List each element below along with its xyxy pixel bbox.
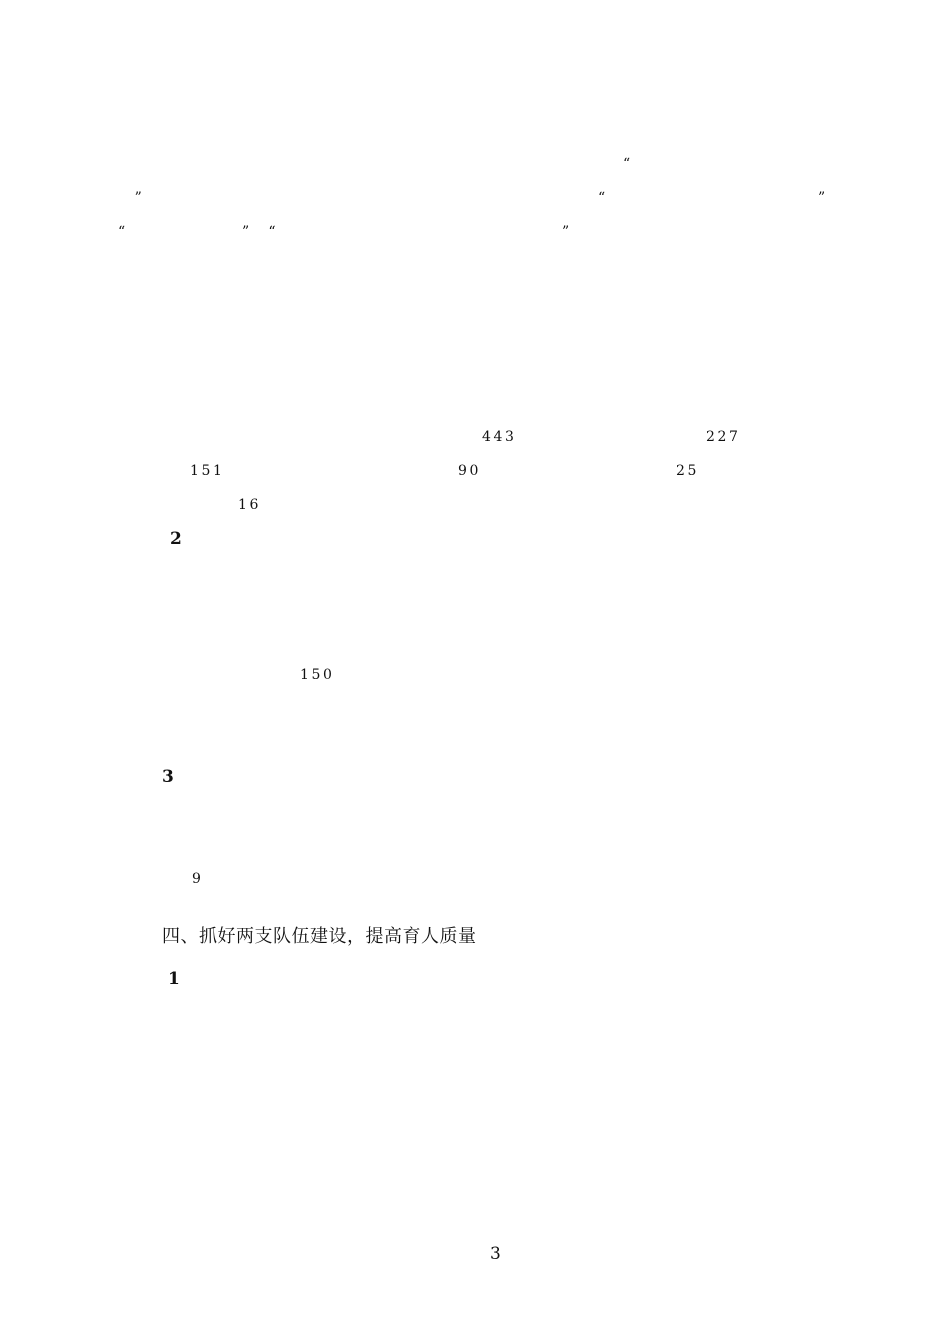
section-heading: 四、抓好两支队伍建设，提高育人质量 bbox=[162, 926, 477, 947]
text-line bbox=[118, 561, 858, 585]
text-line bbox=[118, 1001, 858, 1025]
text-segment bbox=[266, 1171, 615, 1195]
text-line bbox=[118, 357, 858, 381]
text-line bbox=[118, 901, 858, 925]
text-segment bbox=[118, 152, 516, 176]
text-segment: “ bbox=[598, 190, 724, 206]
text-segment bbox=[118, 561, 682, 585]
text-segment bbox=[307, 323, 739, 347]
text-segment bbox=[118, 1001, 682, 1025]
text-segment bbox=[118, 629, 682, 653]
text-segment bbox=[118, 697, 682, 721]
text-segment: 150 bbox=[300, 667, 717, 683]
text-segment: 227 bbox=[706, 429, 807, 445]
text-line bbox=[118, 697, 858, 721]
text-line bbox=[118, 391, 858, 415]
text-segment bbox=[440, 255, 457, 279]
text-line bbox=[118, 629, 858, 653]
text-line bbox=[118, 255, 858, 279]
text-line bbox=[118, 117, 858, 141]
text-segment bbox=[168, 391, 400, 415]
text-segment bbox=[118, 289, 334, 313]
page-number: 3 bbox=[490, 1244, 501, 1264]
text-segment bbox=[608, 765, 791, 789]
text-segment bbox=[118, 425, 400, 449]
text-segment bbox=[118, 1205, 234, 1229]
text-segment bbox=[443, 186, 526, 210]
text-segment: 90 bbox=[458, 463, 614, 479]
text-line bbox=[118, 323, 858, 347]
text-line bbox=[118, 663, 858, 687]
text-segment: 1 bbox=[168, 969, 537, 989]
text-segment bbox=[600, 527, 716, 551]
text-segment bbox=[674, 1171, 823, 1195]
text-segment: 25 bbox=[676, 463, 799, 479]
text-line bbox=[118, 186, 858, 210]
text-segment bbox=[118, 731, 633, 755]
text-segment bbox=[286, 799, 734, 823]
text-line bbox=[118, 967, 858, 991]
text-segment bbox=[118, 1035, 682, 1059]
text-line bbox=[118, 867, 858, 891]
text-line bbox=[118, 527, 858, 551]
text-line bbox=[118, 1035, 858, 1059]
text-line bbox=[118, 765, 858, 789]
text-segment bbox=[118, 1069, 682, 1093]
text-line bbox=[118, 731, 858, 755]
text-segment bbox=[632, 967, 798, 991]
text-segment bbox=[747, 220, 813, 244]
text-segment bbox=[118, 255, 218, 279]
text-line bbox=[118, 289, 858, 313]
text-segment bbox=[118, 323, 284, 347]
text-line bbox=[118, 1137, 858, 1161]
text-segment bbox=[752, 527, 818, 551]
text-segment: 9 bbox=[192, 871, 685, 887]
text-segment bbox=[118, 1137, 168, 1161]
text-line bbox=[118, 459, 858, 483]
text-segment bbox=[118, 595, 682, 619]
text-segment bbox=[330, 357, 745, 381]
text-line bbox=[118, 1069, 858, 1093]
text-line bbox=[118, 833, 858, 857]
text-segment bbox=[118, 357, 301, 381]
text-segment: 2 bbox=[170, 529, 505, 549]
text-line bbox=[118, 799, 858, 823]
text-line bbox=[118, 152, 858, 176]
text-line bbox=[118, 425, 858, 449]
text-segment bbox=[266, 1205, 714, 1229]
text-line bbox=[118, 220, 858, 244]
text-segment: 151 bbox=[190, 463, 391, 479]
text-line bbox=[118, 1171, 858, 1195]
text-segment bbox=[118, 833, 682, 857]
text-segment bbox=[118, 663, 251, 687]
text-segment bbox=[474, 255, 756, 279]
text-segment: ” “ bbox=[242, 224, 378, 240]
text-segment: 16 bbox=[238, 497, 295, 513]
text-segment: ” bbox=[818, 190, 845, 206]
text-line bbox=[118, 1103, 858, 1127]
text-segment bbox=[240, 255, 406, 279]
text-line bbox=[118, 595, 858, 619]
text-segment bbox=[118, 1171, 234, 1195]
text-line bbox=[118, 1205, 858, 1229]
text-segment bbox=[174, 1137, 689, 1161]
text-segment: “ bbox=[623, 156, 783, 172]
text-segment bbox=[118, 799, 267, 823]
text-segment bbox=[118, 867, 168, 891]
text-segment: “ bbox=[118, 224, 211, 240]
text-segment bbox=[118, 1103, 682, 1127]
text-segment bbox=[400, 289, 749, 313]
text-segment bbox=[118, 901, 633, 925]
text-segment bbox=[708, 391, 808, 415]
text-segment: ” bbox=[118, 190, 294, 206]
text-segment bbox=[118, 493, 201, 517]
text-segment: 3 bbox=[162, 767, 514, 787]
text-segment bbox=[118, 459, 168, 483]
text-line bbox=[118, 493, 858, 517]
text-segment bbox=[460, 220, 560, 244]
text-segment: 443 bbox=[482, 429, 650, 445]
text-segment bbox=[456, 391, 655, 415]
text-segment bbox=[118, 117, 682, 141]
text-segment: ” bbox=[562, 224, 705, 240]
